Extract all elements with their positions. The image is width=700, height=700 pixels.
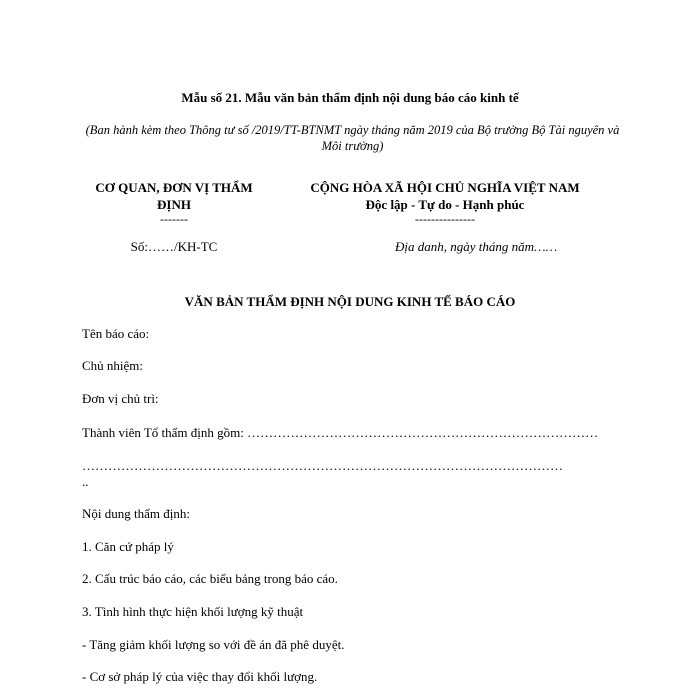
appraisal-members-field: Thành viên Tổ thẩm định gồm: ……………………………………………………………………… [82, 425, 599, 440]
dotted-continuation-line: ………………………………………………………………………………………………… [82, 458, 563, 473]
bullet-volume-change: - Tăng giảm khối lượng so với đề án đã phê duyệt. [82, 637, 345, 652]
bullet-legal-basis-change: - Cơ sở pháp lý của việc thay đổi khối lượng. [82, 669, 318, 684]
document-title: VĂN BẢN THẨM ĐỊNH NỘI DUNG KINH TẾ BÁO CÁO [184, 294, 516, 309]
national-motto: Độc lập - Tự do - Hạnh phúc [365, 197, 525, 212]
dotted-continuation-tail: .. [82, 474, 89, 489]
project-leader-field: Chủ nhiệm: [82, 358, 144, 373]
motto-divider: --------------- [415, 212, 475, 226]
report-name-field: Tên báo cáo: [82, 326, 150, 341]
section-technical-volume: 3. Tình hình thực hiện khối lượng kỹ thuật [82, 604, 304, 619]
form-title: Mẫu số 21. Mẫu văn bản thẩm định nội dung báo cáo kinh tế [181, 90, 519, 105]
place-date: Địa danh, ngày tháng năm…… [395, 239, 558, 254]
section-legal-basis: 1. Căn cứ pháp lý [82, 539, 174, 554]
document-number: Số:……/KH-TC [130, 239, 218, 254]
agency-divider: ------- [160, 212, 188, 226]
lead-unit-field: Đơn vị chủ trì: [82, 391, 159, 406]
issuance-note: (Ban hành kèm theo Thông tư số /2019/TT-BTNMT ngày tháng năm 2019 của Bộ trưởng Bộ Tài nguyên và Môi trường) [85, 123, 620, 153]
nation-name: CỘNG HÒA XÃ HỘI CHỦ NGHĨA VIỆT NAM [310, 180, 580, 195]
section-report-structure: 2. Cấu trúc báo cáo, các biểu bảng trong báo cáo. [82, 571, 338, 586]
appraisal-content-heading: Nội dung thẩm định: [82, 506, 190, 521]
agency-name: CƠ QUAN, ĐƠN VỊ THẨM ĐỊNH [95, 180, 253, 212]
